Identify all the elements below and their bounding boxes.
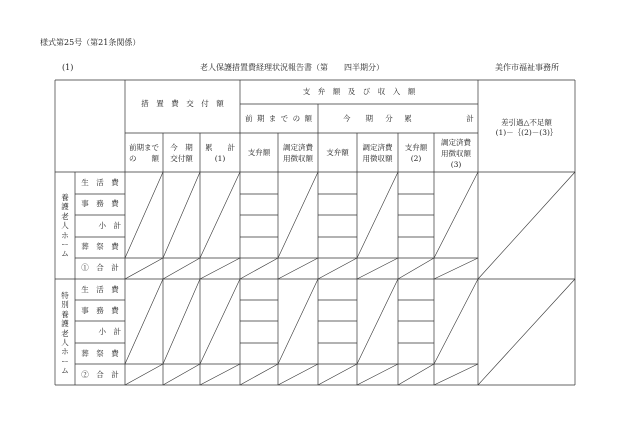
sub-ruikei-line2: (1): [214, 154, 226, 163]
shiben-group-header: 支 弁 額 及 び 収 入 額: [302, 87, 416, 96]
row-label: 小 計: [98, 221, 121, 230]
sub-chotei-ruikei-line1: 調定済費: [441, 138, 471, 147]
zenki-made-header: 前 期 ま で の 額: [245, 114, 313, 123]
row-label: 葬 祭 費: [81, 242, 119, 251]
sub-shiben-ruikei-line2: (2): [410, 154, 422, 163]
row-label: 小 計: [98, 327, 121, 336]
sabiki-header-line1: 差引過△不足額: [501, 118, 552, 127]
row-label: 事 務 費: [81, 306, 119, 315]
row-label: 事 務 費: [81, 199, 119, 208]
kei-header: 計: [466, 114, 474, 123]
sub-konki-line2: 交付額: [170, 154, 193, 163]
row-label: 生 活 費: [81, 178, 119, 187]
sub-chotei-konki-line2: 用徴収額: [362, 154, 393, 163]
row-label: 葬 祭 費: [81, 349, 119, 358]
row-label: ① 合 計: [81, 263, 119, 272]
sub-chotei-konki-line1: 調定済費: [362, 143, 393, 152]
sub-shiben-zenki: 支弁額: [247, 148, 271, 157]
sub-zenki-line2: の 額: [129, 154, 159, 163]
sub-ruikei-line1: 累 計: [205, 143, 235, 152]
row-label: ② 合 計: [81, 370, 119, 379]
report-title: 老人保護措置費経理状況報告書（第 四半期分）: [200, 63, 384, 72]
row-label: 生 活 費: [81, 285, 119, 294]
konki-header: 今 期: [343, 114, 373, 123]
bun-header: 分: [385, 114, 393, 123]
sub-chotei-zenki-line2: 用徴収額: [283, 154, 313, 163]
office-name: 美作市福祉事務所: [495, 63, 559, 72]
sheet-number: (1): [62, 63, 74, 72]
sub-chotei-ruikei-line3: (3): [450, 160, 462, 169]
sub-zenki-line1: 前期まで: [129, 143, 159, 152]
section-label-tokuyo: 特別養護老人ホーム: [61, 291, 69, 376]
section-label-yogo: 養護老人ホーム: [61, 193, 69, 259]
sochi-group-header: 措 置 費 交 付 額: [141, 99, 224, 108]
sub-konki-line1: 今 期: [170, 143, 193, 152]
ruikei-header: 累: [404, 114, 412, 123]
sub-chotei-zenki-line1: 調定済費: [283, 143, 313, 152]
sabiki-header-line2: (1)－｛(2)－(3)｝: [495, 128, 558, 137]
sub-shiben-ruikei-line1: 支弁額: [404, 143, 428, 152]
form-number-label: 様式第25号（第21条関係）: [40, 38, 141, 47]
sub-chotei-ruikei-line2: 用徴収額: [441, 149, 471, 158]
sub-shiben-konki: 支弁額: [326, 148, 349, 157]
